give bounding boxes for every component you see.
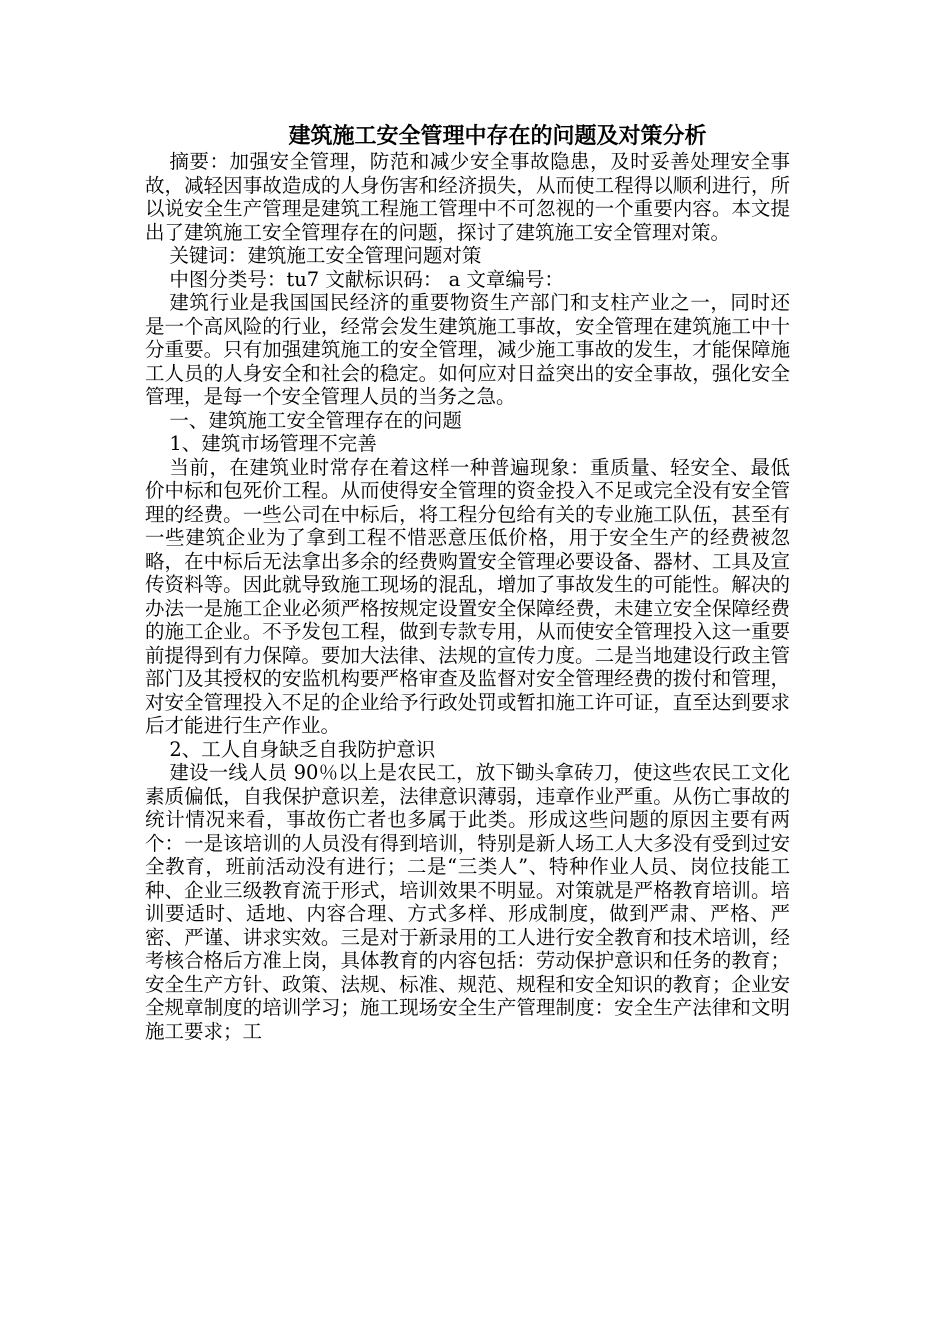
section-heading-1: 一、建筑施工安全管理存在的问题: [169, 408, 462, 432]
subsection-heading-2: 2、工人自身缺乏自我防护意识: [169, 737, 436, 761]
classification-line: 中图分类号：tu7 文献标识码： a 文章编号：: [169, 267, 564, 291]
intro-paragraph: 建筑行业是我国国民经济的重要物资生产部门和支柱产业之一，同时还是一个高风险的行业，经常会发生建筑施工事故，安全管理在建筑施工中十分重要。只有加强建筑施工的安全管理，减少施工事故的发生，才能保障施工人员的人身安全和社会的稳定。如何应对日益突出的安全事故，强化安全管理，是每一个安全管理人员的当务之急。: [145, 291, 790, 408]
subsection-heading-1: 1、建筑市场管理不完善: [169, 432, 377, 455]
keywords-line: 关键词：建筑施工安全管理问题对策: [169, 244, 482, 267]
document-body: [145, 150, 790, 1043]
document-title: 建筑施工安全管理中存在的问题及对策分析: [288, 123, 707, 149]
abstract-paragraph: 摘要：加强安全管理，防范和减少安全事故隐患，及时妥善处理安全事故，减轻因事故造成的人身伤害和经济损失，从而使工程得以顺利进行，所以说安全生产管理是建筑工程施工管理中不可忽视的一个重要内容。本文提出了建筑施工安全管理存在的问题，探讨了建筑施工安全管理对策。: [145, 150, 790, 244]
body-paragraph-1: 当前，在建筑业时常存在着这样一种普遍现象：重质量、轻安全、最低价中标和包死价工程。从而使得安全管理的资金投入不足或完全没有安全管理的经费。一些公司在中标后，将工程分包给有关的专业施工队伍，甚至有一些建筑企业为了拿到工程不惜恶意压低价格，用于安全生产的经费被忽略，在中标后无法拿出多余的经费购置安全管理必要设备、器材、工具及宣传资料等。因此就导致施工现场的混乱，增加了事故发生的可能性。解决的办法一是施工企业必须严格按规定设置安全保障经费，未建立安全保障经费的施工企业。不予发包工程，做到专款专用，从而使安全管理投入这一重要前提得到有力保障。要加大法律、法规的宣传力度。二是当地建设行政主管部门及其授权的安监机构要严格审查及监督对安全管理经费的拨付和管理，对安全管理投入不足的企业给予行政处罚或暂扣施工许可证，直至达到要求后才能进行生产作业。: [145, 455, 790, 737]
body-paragraph-2: 建设一线人员 90％以上是农民工，放下锄头拿砖刀，使这些农民工文化素质偏低，自我保护意识差，法律意识薄弱，违章作业严重。从伤亡事故的统计情况来看，事故伤亡者也多属于此类。形成这些问题的原因主要有两个：一是该培训的人员没有得到培训，特别是新人场工人大多没有受到过安全教育，班前活动没有进行；二是“三类人”、特种作业人员、岗位技能工种、企业三级教育流于形式，培训效果不明显。对策就是严格教育培训。培训要适时、适地、内容合理、方式多样、形成制度，做到严肃、严格、严密、严谨、讲求实效。三是对于新录用的工人进行安全教育和技术培训，经考核合格后方准上岗，具体教育的内容包括：劳动保护意识和任务的教育；安全生产方针、政策、法规、标准、规范、规程和安全知识的教育；企业安全规章制度的培训学习；施工现场安全生产管理制度：安全生产法律和文明施工要求；工: [145, 761, 790, 1043]
